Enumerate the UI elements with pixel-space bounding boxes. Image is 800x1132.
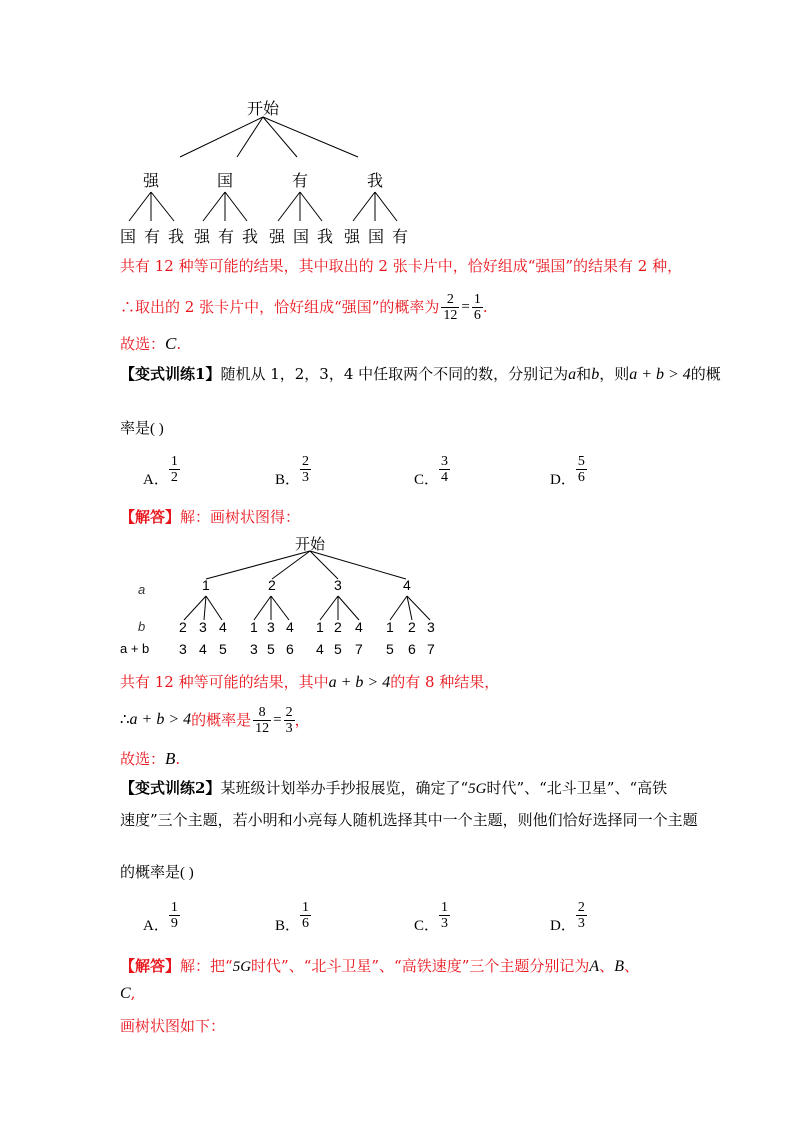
tree-1-leaf: 我 [168,227,185,246]
fraction-denominator: 6 [577,470,585,485]
b-value: 3 [267,619,275,635]
tree-1-leaf: 强 [269,227,286,246]
period: . [482,298,488,316]
tree-1-node: 有 [292,171,309,190]
fraction-denominator: 3 [302,470,310,485]
question-text: 的概率是 [120,863,181,881]
tree-1-root: 开始 [247,99,280,118]
fraction-numerator: 1 [473,291,481,307]
answer-choice: C [165,334,177,353]
option-label: C． [414,918,440,934]
option-label: B． [275,918,301,934]
sum-value: 4 [316,641,324,657]
question-tag: 【变式训练1】 [120,365,221,383]
question-2-line-2: 速度”三个主题，若小明和小亮每人随机选择其中一个主题，则他们恰好选择同一个主题 [120,811,698,829]
separator: 、 [623,957,639,975]
question-text: ，则 [599,365,630,383]
row-label-sum: a + b [120,641,150,656]
math-expression: a + b > 4 [129,711,192,728]
b-value: 3 [199,619,207,635]
fraction [169,900,180,931]
question-tag: 【变式训练2】 [120,779,221,797]
b-value: 2 [179,619,187,635]
b-value: 4 [219,619,227,635]
option-label: B． [275,472,301,488]
answer-prefix: 故选： [120,750,166,768]
tree-1-leaf: 强 [344,227,361,246]
answer-1-line-2 [120,700,310,740]
tree-1-leaf: 我 [242,227,259,246]
tree-1-leaf: 国 [120,227,137,246]
answer-text: 的概率是 [191,711,252,729]
tree-1-leaf: 有 [144,227,161,246]
b-value: 2 [334,619,342,635]
fraction-denominator: 3 [577,916,585,931]
question-2-line-3 [120,862,194,883]
answer-blank: ( ) [150,421,164,437]
option-b[interactable] [275,900,311,934]
math-variable: B [614,958,624,975]
fraction [576,900,587,931]
sum-value: 5 [334,641,342,657]
math-expression: 5G [232,959,252,975]
comma: ， [294,711,310,729]
period: . [176,335,182,353]
sum-value: 7 [427,641,435,657]
tree-1-leaf: 国 [368,227,385,246]
answer-blank: ( ) [180,865,194,881]
tree-1-leaf: 强 [194,227,211,246]
answer-1-choice [120,749,180,769]
fraction-denominator: 12 [255,720,270,736]
period: . [175,750,181,768]
tree-2-node: 4 [403,577,411,593]
fraction-numerator: 1 [170,900,178,915]
answer-text: 的有 8 种结果， [390,673,500,691]
fraction-numerator: 2 [577,900,585,915]
answer-text: 解：画树状图得： [180,508,301,526]
tree-1-leaf: 有 [392,227,409,246]
question-text: 某班级计划举办手抄报展览，确定了“ [220,779,469,797]
sum-value: 5 [219,641,227,657]
option-label: D． [550,918,576,934]
fraction-numerator: 2 [446,291,454,307]
sum-value: 6 [408,641,416,657]
fraction-numerator: 8 [258,704,266,720]
math-variable: b [591,366,600,383]
option-a[interactable] [143,900,180,934]
option-label: A． [143,472,169,488]
math-variable: A [589,958,600,975]
tree-1-node: 强 [143,171,160,190]
fraction-denominator: 12 [443,307,458,323]
fraction [284,705,295,736]
b-value: 4 [355,619,363,635]
tree-1-leaf: 国 [293,227,310,246]
fraction-denominator: 2 [170,470,178,485]
sum-value: 3 [250,641,258,657]
math-variable: a [568,366,577,383]
solution-1-text: ∴取出的 2 张卡片中，恰好组成“强国”的概率为 [120,298,440,316]
answer-2-line-3: 画树状图如下： [120,1017,226,1035]
option-c[interactable] [414,900,450,934]
answer-1-line-1 [120,672,499,693]
comma: , [130,984,136,1002]
fraction-denominator: 6 [473,307,481,323]
option-label: C． [414,472,440,488]
fraction-denominator: 6 [302,916,310,931]
fraction-denominator: 3 [285,720,293,736]
fraction-numerator: 1 [302,900,310,915]
fraction-denominator: 9 [170,916,178,931]
answer-2-line-2 [120,983,135,1004]
answer-text: 解：把“ [180,957,233,975]
tree-2-root: 开始 [295,535,326,553]
sum-value: 5 [267,641,275,657]
question-2-line-1 [120,778,667,799]
b-value: 4 [286,619,294,635]
tree-1-leaf: 有 [218,227,235,246]
math-expression: a + b > 4 [629,366,691,383]
option-label: D． [550,472,576,488]
fraction-numerator: 1 [170,454,178,469]
tree-1-node: 国 [217,171,234,190]
question-text: 和 [576,365,592,383]
answer-prefix: 故选： [120,335,166,353]
b-value: 1 [386,619,394,635]
sum-value: 5 [386,641,394,657]
question-text: 随机从 1，2，3，4 中任取两个不同的数，分别记为 [220,365,569,383]
solution-1-line-1: 共有 12 种等可能的结果，其中取出的 2 张卡片中，恰好组成“强国”的结果有 2 种， [120,257,683,275]
sum-value: 4 [199,641,207,657]
tree-1-node: 我 [367,171,384,190]
tree-2-node: 1 [202,577,210,593]
equals-sign: = [461,299,470,315]
math-expression: 5G [468,781,487,797]
therefore-symbol: ∴ [120,712,130,728]
math-variable: C [120,985,131,1002]
fraction-numerator: 2 [285,704,293,720]
option-label: A． [143,918,169,934]
tree-2-node: 3 [334,577,342,593]
b-value: 1 [250,619,258,635]
sum-value: 6 [286,641,294,657]
fraction [300,900,311,931]
answer-2-line-1 [120,956,639,977]
separator: 、 [599,957,615,975]
question-text: 率是 [120,419,151,437]
sum-value: 3 [179,641,187,657]
b-value: 3 [427,619,435,635]
question-text: 的概 [690,365,721,383]
answer-tag: 【解答】 [120,508,181,526]
fraction [439,900,450,931]
answer-text: 时代”、“北斗卫星”、“高铁速度”三个主题分别记为 [251,957,590,975]
tree-1-leaf: 我 [317,227,334,246]
answer-choice: B [165,749,176,768]
tree-2-node: 2 [268,577,276,593]
fraction-numerator: 2 [302,454,310,469]
sum-value: 7 [355,641,363,657]
row-label-b: b [138,619,146,634]
fraction-denominator: 4 [441,470,449,485]
answer-text: 共有 12 种等可能的结果，其中 [120,673,329,691]
math-expression: a + b > 4 [328,674,391,691]
fraction-numerator: 1 [441,900,449,915]
b-value: 1 [316,619,324,635]
equals-sign: = [273,712,282,728]
question-text: 时代”、“北斗卫星”、“高铁 [486,779,668,797]
fraction [253,705,271,736]
fraction-numerator: 3 [441,454,449,469]
row-label-a: a [138,582,146,597]
b-value: 2 [408,619,416,635]
option-d[interactable] [550,900,587,934]
answer-tag: 【解答】 [120,957,181,975]
fraction-denominator: 3 [441,916,449,931]
fraction-numerator: 5 [577,454,585,469]
